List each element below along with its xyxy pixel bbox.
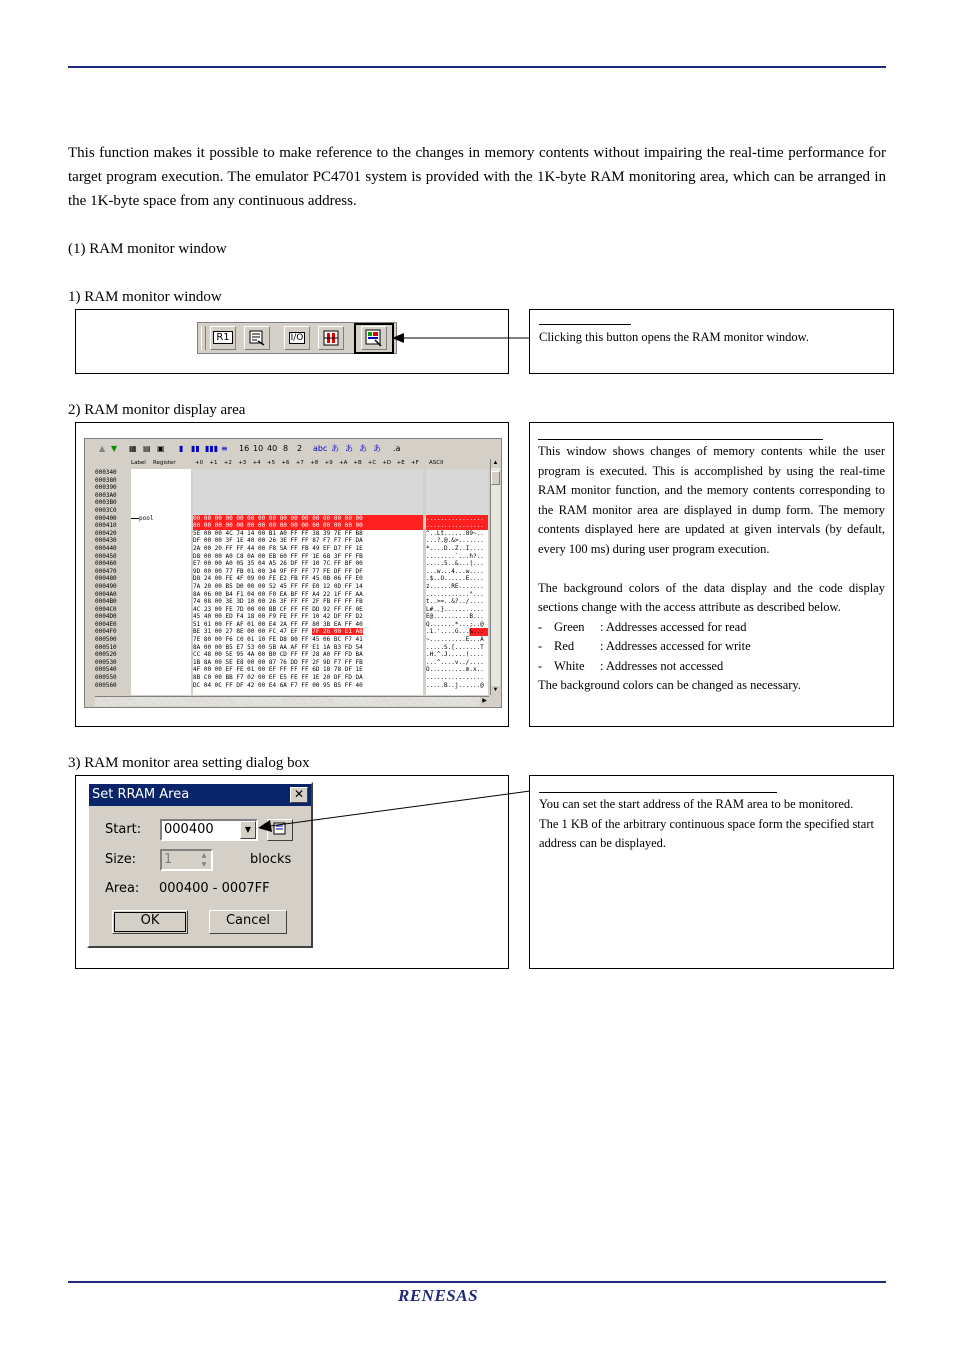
legend-name: White bbox=[554, 658, 585, 673]
legend-desc: : Addresses accessed for write bbox=[600, 639, 751, 653]
hex16-icon[interactable]: 16 bbox=[239, 444, 250, 453]
section-heading: (1) RAM monitor window bbox=[68, 241, 227, 257]
size-unit: blocks bbox=[250, 852, 292, 867]
footer-rule bbox=[68, 1281, 886, 1283]
close-icon[interactable]: ✕ bbox=[290, 787, 308, 803]
r1-icon-label: R1 bbox=[213, 331, 232, 344]
legend-dash: - bbox=[538, 639, 543, 653]
hex-col-10: +A bbox=[339, 460, 348, 466]
dialog-title: Set RRAM Area bbox=[92, 787, 190, 802]
table-row: 00 00 00 00 00 00 00 00 00 00 00 00 00 00 00 00 bbox=[193, 522, 423, 530]
hex-col-4: +4 bbox=[252, 460, 261, 466]
io-icon[interactable] bbox=[284, 326, 310, 350]
address-cell: 0004A0 bbox=[95, 590, 117, 598]
address-cell: 0004D0 bbox=[95, 613, 117, 621]
stepper-arrows-icon[interactable]: ▲ ▼ bbox=[197, 851, 211, 869]
hscroll-right-arrow[interactable]: ▶ bbox=[480, 697, 489, 706]
hex-dump-area bbox=[193, 469, 423, 695]
grid-icon[interactable]: ▦ bbox=[129, 444, 137, 453]
legend-red bbox=[538, 637, 885, 657]
legend-white bbox=[538, 657, 885, 677]
address-cell: 000380 bbox=[95, 476, 117, 484]
trace-icon[interactable] bbox=[318, 326, 344, 350]
kana2-icon[interactable]: あ bbox=[345, 444, 353, 453]
table-row: D8 24 00 FE 4F 09 00 FE E2 FB FF 45 0B 06 FF E0 bbox=[193, 575, 363, 583]
intro-paragraph: This function makes it possible to make reference to the changes in memory contents without impairing the real-time performance for target program execution. The emulator PC4701 system is provided with the 1K-byte RAM monitoring area, which can be arranged in the 1K-byte space from any continuous address. bbox=[68, 145, 886, 209]
col-ascii: ASCII bbox=[429, 460, 444, 466]
renesas-logo: RENESAS bbox=[398, 1286, 479, 1305]
toolbar-grip bbox=[201, 326, 206, 350]
hex-col-9: +9 bbox=[324, 460, 333, 466]
unused-row bbox=[193, 492, 423, 500]
hex-col-1: +1 bbox=[209, 460, 218, 466]
hex-col-15: +F bbox=[411, 460, 419, 466]
hex-col-12: +C bbox=[367, 460, 377, 466]
table-row: E7 00 00 A0 05 35 04 A5 26 DF FF 10 7C FF BF 00 bbox=[193, 560, 363, 568]
sub3-note bbox=[529, 775, 894, 969]
unused-row bbox=[426, 484, 488, 492]
ascii-row: t..>=..&?../.... bbox=[426, 598, 484, 606]
header-rule bbox=[68, 66, 886, 68]
ascii-row: z......RE....... bbox=[426, 582, 484, 590]
address-cell: 0004F0 bbox=[95, 628, 117, 636]
address-cell: 0004B0 bbox=[95, 598, 117, 606]
hex-col-0: +0 bbox=[195, 460, 204, 466]
window-icon[interactable]: ▤ bbox=[143, 444, 151, 453]
bar2-icon[interactable]: ▮▮ bbox=[191, 444, 200, 453]
table-row: 7A 20 00 B5 D0 00 00 52 45 FF FF E0 12 0D FF 14 bbox=[193, 582, 363, 590]
legend-name: Green bbox=[554, 619, 585, 634]
ascii-row: .....B..j......@ bbox=[426, 681, 484, 689]
address-cell: 0004E0 bbox=[95, 620, 117, 628]
legend-green bbox=[538, 618, 885, 638]
ascii-row: ...^....v../.... bbox=[426, 658, 484, 666]
ram-window-toolbar bbox=[87, 441, 499, 457]
table-row: 74 08 00 3E 3D 10 00 26 3F FF FF 2F FB FF FF FB bbox=[193, 598, 363, 606]
col-label: Label bbox=[131, 460, 146, 466]
unused-row bbox=[426, 477, 488, 485]
address-cell: 000540 bbox=[95, 666, 117, 674]
sub2-heading: 2) RAM monitor display area bbox=[68, 402, 246, 418]
callout-arrow-1 bbox=[390, 330, 535, 346]
kana-icon[interactable]: あ bbox=[331, 444, 339, 453]
table-row: 9D 00 00 77 FB 01 00 34 9F FF FF 77 FE DF FF DF bbox=[193, 567, 363, 575]
address-cell: 000510 bbox=[95, 643, 117, 651]
refresh-icon[interactable]: ▣ bbox=[157, 444, 165, 453]
vertical-scrollbar[interactable] bbox=[490, 459, 500, 695]
table-row: 4C 23 00 FE 7D 00 00 BB CF FF FF DD 92 FF FF 0E bbox=[193, 605, 363, 613]
ascii-row: .H.^.J.....(.... bbox=[426, 651, 484, 659]
oct8-icon[interactable]: 40 bbox=[267, 444, 278, 453]
scroll-down-arrow[interactable]: ▼ bbox=[492, 687, 499, 693]
address-cell: 000340 bbox=[95, 469, 117, 476]
unused-row bbox=[193, 507, 423, 515]
chevron-down-icon[interactable]: ▼ bbox=[240, 821, 256, 839]
ascii-row: .$..O......E.... bbox=[426, 575, 484, 583]
bar3-icon[interactable]: ▮▮▮ bbox=[205, 444, 219, 453]
callout-arrow-3 bbox=[250, 788, 535, 836]
toolbar bbox=[197, 322, 397, 354]
r1-icon[interactable] bbox=[210, 326, 236, 350]
sub1-note bbox=[529, 309, 894, 374]
address-cell: 000560 bbox=[95, 681, 117, 689]
unused-row bbox=[193, 484, 423, 492]
ascii-row: ^..Lt......89~.. bbox=[426, 529, 484, 537]
address-column bbox=[95, 469, 129, 695]
table-row: 51 01 00 FF AF 01 00 E4 2A FF FF 80 3B EA FF 40 bbox=[193, 620, 363, 628]
table-row: DF 00 00 3F 1E 40 00 26 3E FF FF 87 F7 F7 FF DA bbox=[193, 537, 363, 545]
address-cell: 0003C0 bbox=[95, 506, 117, 514]
label-column bbox=[131, 469, 191, 695]
address-cell: 000410 bbox=[95, 522, 117, 530]
hex-col-6: +6 bbox=[281, 460, 290, 466]
area-label: Area: bbox=[105, 881, 140, 896]
ok-button[interactable] bbox=[112, 910, 188, 934]
hex-col-13: +D bbox=[382, 460, 392, 466]
ascii-icon[interactable]: abc bbox=[313, 444, 328, 453]
table-row: 45 40 00 ED F4 18 00 F9 FE FF FF 10 42 DF FF D2 bbox=[193, 613, 363, 621]
start-address-combo[interactable] bbox=[160, 819, 258, 841]
sub2-note-footer: The background colors can be changed as necessary. bbox=[538, 678, 801, 692]
ascii-row: .1.'....G...&... bbox=[426, 628, 488, 636]
kana4-icon[interactable]: あ bbox=[373, 444, 381, 453]
unused-row bbox=[426, 492, 488, 500]
ram-monitor-window bbox=[84, 438, 502, 708]
ascii-row: ................ bbox=[426, 674, 484, 682]
address-cell: 000550 bbox=[95, 674, 117, 682]
hex-col-14: +E bbox=[396, 460, 405, 466]
table-row: 4F 00 00 EF FE 01 00 EF FF FF FF 6D 18 78 DF 1E bbox=[193, 666, 363, 674]
table-row: BE 31 00 27 8E 00 00 FC 47 EF FF 7F 26 00 E1 A8 bbox=[193, 628, 363, 636]
start-address-value: 000400 bbox=[164, 822, 214, 837]
io-icon-label: I/O bbox=[290, 333, 304, 343]
table-row: 1B 8A 00 5E E8 00 00 87 76 DD FF 2F 9D F7 FF FB bbox=[193, 658, 363, 666]
area-value: 000400 - 0007FF bbox=[159, 881, 270, 896]
ascii-row: ............"... bbox=[426, 590, 484, 598]
hex-col-11: +B bbox=[353, 460, 362, 466]
legend-name: Red bbox=[554, 639, 575, 653]
ascii-row: ~..........E...A bbox=[426, 636, 484, 644]
table-row: 5E 00 00 4C 74 14 00 B1 A0 FF FF 38 39 7E FF B8 bbox=[193, 529, 363, 537]
ascii-row: E@..........B... bbox=[426, 613, 484, 621]
arrow-down-icon[interactable]: ▼ bbox=[111, 444, 118, 453]
unused-row bbox=[193, 499, 423, 507]
sub2-note-paragraph2: The background colors of the data display and the code display sections change with the access attribute as described below. bbox=[538, 580, 885, 614]
bar4-icon[interactable]: ≡ bbox=[221, 444, 228, 453]
size-label: Size: bbox=[105, 852, 137, 867]
ascii-row: ................ bbox=[426, 522, 488, 530]
scroll-thumb[interactable] bbox=[491, 471, 500, 485]
ram-monitor-figure bbox=[75, 422, 509, 727]
table-row: DC 04 0C FF DF 42 00 E4 6A F7 FF 00 95 B5 FF 40 bbox=[193, 681, 363, 689]
address-cell: 000440 bbox=[95, 544, 117, 552]
sub1-heading: 1) RAM monitor window bbox=[68, 289, 222, 305]
sub1-note-text: Clicking this button opens the RAM monitor window. bbox=[539, 330, 810, 344]
sub3-note-line2: The 1 KB of the arbitrary continuous space form the specified start address can be displayed. bbox=[539, 816, 874, 850]
col-register: Register bbox=[153, 460, 176, 466]
address-cell: 000420 bbox=[95, 529, 117, 537]
legend-desc: : Addresses not accessed bbox=[600, 658, 724, 673]
dec10-icon[interactable]: 10 bbox=[253, 444, 264, 453]
bin-icon[interactable]: 8 bbox=[283, 444, 289, 453]
table-row: D8 00 00 A0 C8 0A 00 EB 60 FF FF 1E 68 3F FF FB bbox=[193, 552, 363, 560]
unused-row bbox=[426, 469, 488, 477]
ram-column-header bbox=[95, 459, 487, 468]
ascii-dump-area bbox=[426, 469, 488, 695]
table-row: 7E 80 00 F6 C0 01 10 FE D8 80 FF 45 06 BC F7 41 bbox=[193, 636, 363, 644]
two-icon[interactable]: 2 bbox=[297, 444, 303, 453]
hex-col-3: +3 bbox=[238, 460, 247, 466]
address-cell: 0003A0 bbox=[95, 491, 117, 499]
ascii-row: ...?.@.&>....... bbox=[426, 537, 484, 545]
arrow-up-icon[interactable]: ▲ bbox=[99, 444, 106, 453]
ascii-row: ................ bbox=[426, 515, 488, 523]
size-value: 1 bbox=[164, 852, 173, 867]
cancel-label: Cancel bbox=[225, 913, 271, 928]
address-cell: 000430 bbox=[95, 537, 117, 545]
legend-dash: - bbox=[538, 619, 543, 634]
table-row: 2A 00 20 FF FF 44 00 F8 5A FF FB 49 EF D7 FF 1E bbox=[193, 544, 363, 552]
table-row: 8A 06 00 B4 F1 04 00 F0 EA BF FF A4 22 1F FF AA bbox=[193, 590, 363, 598]
address-cell: 000500 bbox=[95, 636, 117, 644]
address-cell: 000470 bbox=[95, 567, 117, 575]
horizontal-scrollbar[interactable] bbox=[95, 696, 489, 706]
bar1-icon[interactable]: ▮ bbox=[179, 444, 184, 453]
address-cell: 000390 bbox=[95, 484, 117, 492]
ascii-row: *....D..Z..I.... bbox=[426, 544, 484, 552]
address-cell: 000400 bbox=[95, 514, 117, 522]
ascii-row: ...w...4...w.... bbox=[426, 567, 484, 575]
table-row: 8B C0 00 BB F7 02 00 EF E5 FE FF 1E 20 DF FD DA bbox=[193, 674, 363, 682]
address-cell: 0003B0 bbox=[95, 499, 117, 507]
size-stepper[interactable] bbox=[160, 849, 213, 871]
address-cell: 000490 bbox=[95, 582, 117, 590]
ascii-row: .....5..&...|... bbox=[426, 560, 484, 568]
ascii-row: .....S.[.......T bbox=[426, 643, 484, 651]
hex-col-2: +2 bbox=[223, 460, 232, 466]
legend-desc: : Addresses accessed for read bbox=[600, 619, 747, 634]
option-icon[interactable]: .a bbox=[393, 444, 401, 453]
ascii-row: L#..}........... bbox=[426, 605, 484, 613]
address-cell: 000460 bbox=[95, 560, 117, 568]
sub2-note bbox=[529, 422, 894, 727]
table-row: CC 48 00 5E 95 4A 00 B0 CD FF FF 28 A0 FF FD BA bbox=[193, 651, 363, 659]
ascii-row: ........`...h?.. bbox=[426, 552, 484, 560]
legend-dash: - bbox=[538, 658, 543, 673]
kana3-icon[interactable]: あ bbox=[359, 444, 367, 453]
unused-row bbox=[193, 469, 423, 477]
ascii-row: Q.......*...;..@ bbox=[426, 620, 484, 628]
cancel-button[interactable] bbox=[209, 910, 287, 934]
address-cell: 000450 bbox=[95, 552, 117, 560]
address-cell: 000520 bbox=[95, 651, 117, 659]
label-entry bbox=[131, 515, 153, 523]
hex-col-5: +5 bbox=[267, 460, 276, 466]
start-label: Start: bbox=[105, 822, 142, 837]
dump-icon[interactable] bbox=[244, 326, 270, 350]
ok-label: OK bbox=[140, 913, 160, 928]
unused-row bbox=[426, 507, 488, 515]
unused-row bbox=[193, 477, 423, 485]
sub2-note-paragraph1: This window shows changes of memory contents while the user program is executed. This is accomplished by using the real-time RAM monitor function, and the memory contents corresponding to the RAM monitor area are displayed in dump form. The memory contents displayed here are updated at given intervals (by default, every 100 ms) during user program execution. bbox=[538, 444, 885, 556]
hex-col-8: +8 bbox=[310, 460, 319, 466]
address-cell: 0004C0 bbox=[95, 605, 117, 613]
table-row: 00 00 00 00 00 00 00 00 00 00 00 00 00 00 00 00 bbox=[193, 515, 423, 523]
hex-col-7: +7 bbox=[295, 460, 304, 466]
table-row: 8A 00 00 B5 E7 53 00 5B AA AF FF E1 1A B3 FD 54 bbox=[193, 643, 363, 651]
unused-row bbox=[426, 499, 488, 507]
address-cell: 000530 bbox=[95, 658, 117, 666]
address-cell: 000480 bbox=[95, 575, 117, 583]
scroll-up-arrow[interactable]: ▲ bbox=[492, 460, 499, 466]
ascii-row: O..........m.x.. bbox=[426, 666, 484, 674]
ram-monitor-icon[interactable] bbox=[361, 326, 387, 350]
label-entry-text: pool bbox=[139, 515, 154, 522]
sub3-heading: 3) RAM monitor area setting dialog box bbox=[68, 755, 310, 771]
sub3-note-line1: You can set the start address of the RAM area to be monitored. bbox=[539, 797, 854, 811]
